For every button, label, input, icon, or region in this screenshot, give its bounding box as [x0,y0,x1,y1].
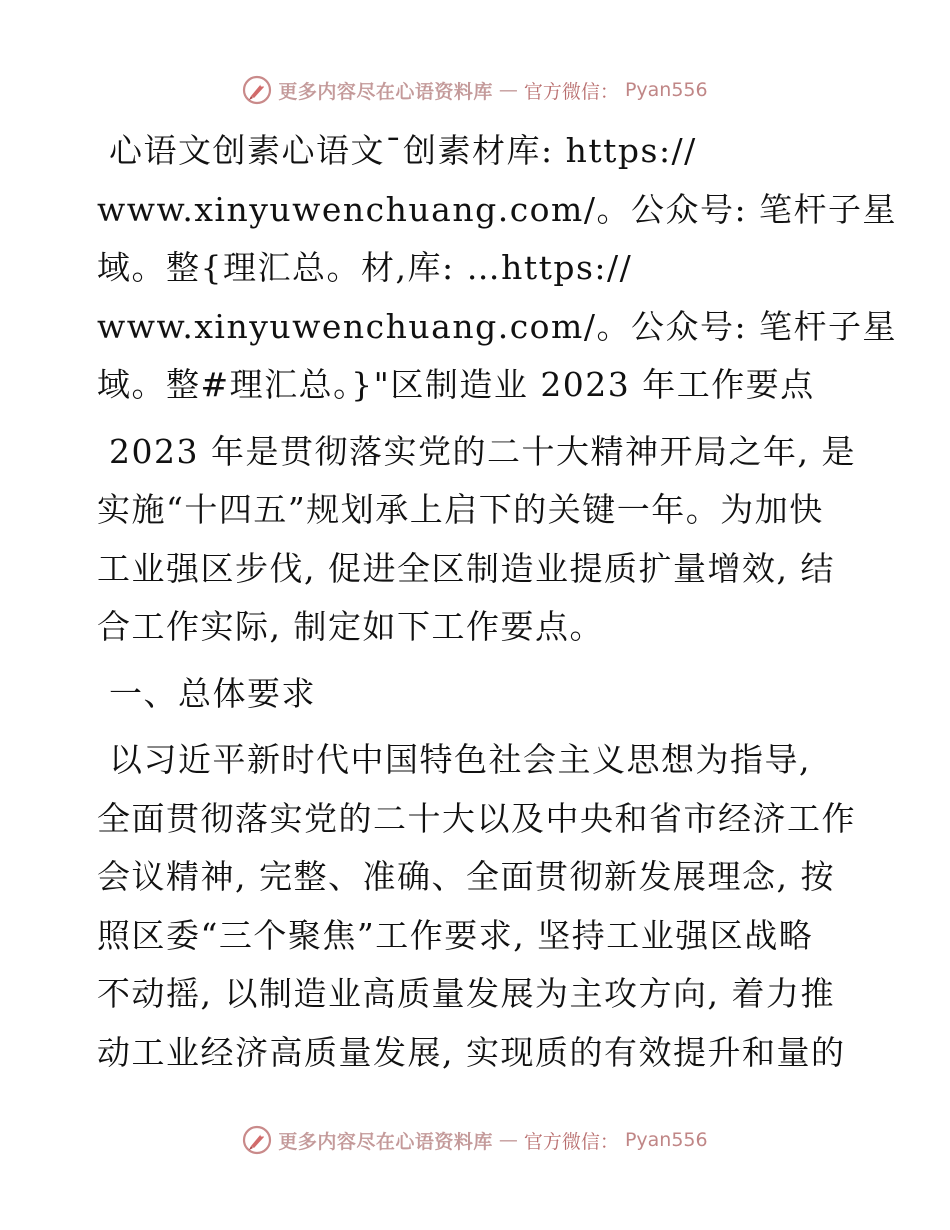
text-line: 以习近平新时代中国特色社会主义思想为指导, [109,740,811,779]
section-heading-text: 一、总体要求 [109,673,316,713]
pen-nib-logo-icon [242,75,272,105]
banner-wechat-id: Pyan556 [624,1129,708,1151]
text-line: 工业强区步伐, 促进全区制造业提质扩量增效, 结 [97,548,835,588]
text-line: 会议精神, 完整、准确、全面贯彻新发展理念, 按 [97,857,835,896]
text-line: 域。整{理汇总。材,库: …https:// [97,248,633,287]
bottom-banner [0,1122,950,1158]
text-line: www.xinyuwenchuang.com/。公众号: 笔杆子星 [97,306,898,346]
section-heading [97,665,857,724]
text-line: 域。整#理汇总。}"区制造业 2023 年工作要点 [97,365,815,404]
banner-dash: — [498,1129,518,1151]
text-line: 实施“十四五”规划承上启下的关键一年。为加快 [97,490,824,529]
text-line: 动工业经济高质量发展, 实现质的有效提升和量的 [97,1032,846,1072]
banner-wechat-label: 官方微信： [523,80,619,103]
banner-dash: — [498,79,518,101]
banner-wechat-label: 官方微信： [523,1130,619,1153]
pen-nib-logo-icon [242,1125,272,1155]
text-line: 心语文创素心语文¯创素材库: https:// [109,131,697,170]
banner-main-text: 更多内容尽在心语资料库 [278,80,493,103]
text-line: www.xinyuwenchuang.com/。公众号: 笔杆子星 [97,189,898,229]
top-banner [0,72,950,108]
intro-paragraph [97,423,857,657]
text-line: 全面贯彻落实党的二十大以及中央和省市经济工作 [97,798,856,838]
text-line: 合工作实际, 制定如下工作要点。 [97,607,604,646]
header-paragraph [97,122,898,415]
text-line: 不动摇, 以制造业高质量发展为主攻方向, 着力推 [97,974,835,1013]
banner-main-text: 更多内容尽在心语资料库 [278,1130,493,1153]
banner-wechat-id: Pyan556 [624,79,708,101]
text-line: 2023 年是贯彻落实党的二十大精神开局之年, 是 [109,431,856,471]
text-line: 照区委“三个聚焦”工作要求, 坚持工业强区战略 [97,915,814,955]
body-paragraph [97,731,857,1082]
document-body [97,122,898,1090]
